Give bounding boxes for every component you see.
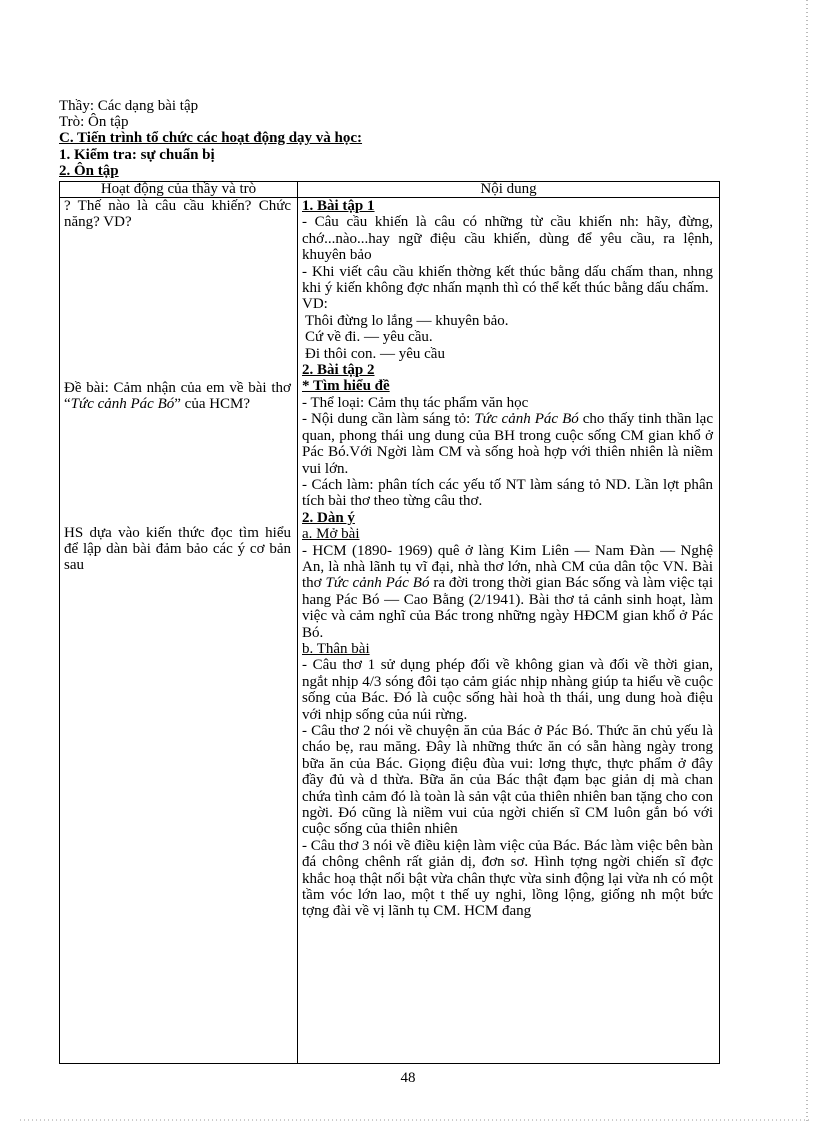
- intro-heading: a. Mở bài: [302, 526, 360, 543]
- outline-title: 2. Dàn ý: [302, 509, 355, 526]
- page-edge-dots-bottom: [20, 1119, 810, 1121]
- question-2: Đề bài: Cảm nhận của em về bài thơ “Tức cảnh Pác Bó” của HCM?: [64, 379, 291, 413]
- body-line-2: - Câu thơ 2 nói về chuyện ăn của Bác ở Pác Bó. Thức ăn chủ yếu là cháo bẹ, rau măng. Đây là những thức ăn có sẵn hàng ngày trong bữa ăn của Bác. Giọng điệu đùa vui: lơng thực, thực phẩm ở đây đầy đủ và d thừa. Bữa ăn của Bác thật đạm bạc giản dị mà chan chứa tình cảm đó là toàn là sản vật của thiên nhiên ban tặng cho con ngời. Đó cũng là niềm vui của ngời chiến sĩ CM luôn gắn bó với cuộc sống của thiên nhiên: [302, 723, 713, 838]
- genre-line: - Thể loại: Cảm thụ tác phẩm văn học: [302, 394, 529, 411]
- col-activities-header: Hoạt động của thầy và trò: [60, 182, 298, 198]
- content-cell: [298, 198, 720, 1064]
- exercise-1-title: 1. Bài tập 1: [302, 198, 375, 214]
- exercise-1-definition: - Câu cầu khiến là câu có những từ cầu khiến nh: hãy, đừng, chớ...nào...hay ngữ điệu cầu khiến, dùng để yêu cầu, ra lệnh, khuyên bảo: [302, 214, 713, 264]
- exercise-1-punctuation: - Khi viết câu cầu khiến thờng kết thúc bằng dấu chấm than, nhng khi ý kiến không đợc nhấn mạnh thì có thể kết thúc bằng dấu chấm.: [302, 263, 713, 297]
- lesson-table: [59, 181, 720, 1064]
- student-prep-line: Trò: Ôn tập: [59, 114, 129, 130]
- body-heading: b. Thân bài: [302, 640, 370, 657]
- section-c-heading: C. Tiến trình tổ chức các hoạt động dạy và học:: [59, 130, 363, 146]
- activities-cell: [60, 198, 298, 1064]
- intro-paragraph: - HCM (1890- 1969) quê ở làng Kim Liên — Nam Đàn — Nghệ An, là nhà lãnh tụ vĩ đại, nhà thơ lớn, nhà CM của dân tộc VN. Bài thơ Tức cảnh Pác Bó ra đời trong thời gian Bác sống và làm việc tại hang Pác Bó — Cao Bằng (2/1941). Bài thơ tả cảnh sinh hoạt, làm việc và cảm nghĩ của Bác trong những ngày HĐCM gian khổ ở Pác Bó.: [302, 542, 713, 641]
- page-number: 48: [400, 1070, 416, 1086]
- topic-analysis-heading: * Tìm hiểu đề: [302, 378, 390, 395]
- method-line: - Cách làm: phân tích các yếu tố NT làm sáng tỏ ND. Lần lợt phân tích bài thơ theo từng câu thơ.: [302, 476, 713, 510]
- item-1-heading: 1. Kiểm tra: sự chuẩn bị: [59, 147, 215, 163]
- exercise-2-title: 2. Bài tập 2: [302, 362, 375, 379]
- question-1: ? Thế nào là câu cầu khiến? Chức năng? VD?: [64, 198, 291, 231]
- table-row: [60, 198, 720, 1064]
- table-header-row: [60, 182, 720, 198]
- example-label: VD:: [302, 296, 328, 313]
- example-2: Cứ về đi. — yêu cầu.: [305, 329, 433, 346]
- body-line-1: - Câu thơ 1 sử dụng phép đối về không gian và đối về thời gian, ngắt nhịp 4/3 sóng đôi tạo cảm giác nhịp nhàng giúp ta hiểu về cuộc sống của Bác. Đó là cuộc sống hài hoà th thái, ung dung hoà điệu với nhịp sống của núi rừng.: [302, 657, 713, 723]
- page-edge-dots-right: [806, 0, 808, 1123]
- body-line-3: - Câu thơ 3 nói về điều kiện làm việc của Bác. Bác làm việc bên bàn đá chông chênh rất giản dị, đơn sơ. Hình tợng ngời chiến sĩ đợc khắc hoạ thật nổi bật vừa chân thực vừa sinh động lại vừa nh có một tầm vóc lớn lao, một t thế uy nghi, lồng lộng, giống nh một bức tợng đài về vị lãnh tụ CM. HCM đang: [302, 837, 713, 920]
- col-content-header: Nội dung: [298, 182, 720, 198]
- item-2-heading: 2. Ôn tập: [59, 163, 119, 179]
- teacher-prep-line: Thầy: Các dạng bài tập: [59, 98, 199, 114]
- question-3: HS dựa vào kiến thức đọc tìm hiểu để lập dàn bài đảm bảo các ý cơ bản sau: [64, 524, 291, 574]
- example-3: Đi thôi con. — yêu cầu: [305, 345, 445, 362]
- content-to-clarify: - Nội dung cần làm sáng tỏ: Tức cảnh Pác Bó cho thấy tinh thần lạc quan, phong thái ung dung của BH trong cuộc sống CM gian khổ ở Pác Bó.Với Ngời làm CM và sống hoà hợp với thiên nhiên là niềm vui lớn.: [302, 411, 713, 477]
- example-1: Thôi đừng lo lắng — khuyên bảo.: [305, 312, 509, 329]
